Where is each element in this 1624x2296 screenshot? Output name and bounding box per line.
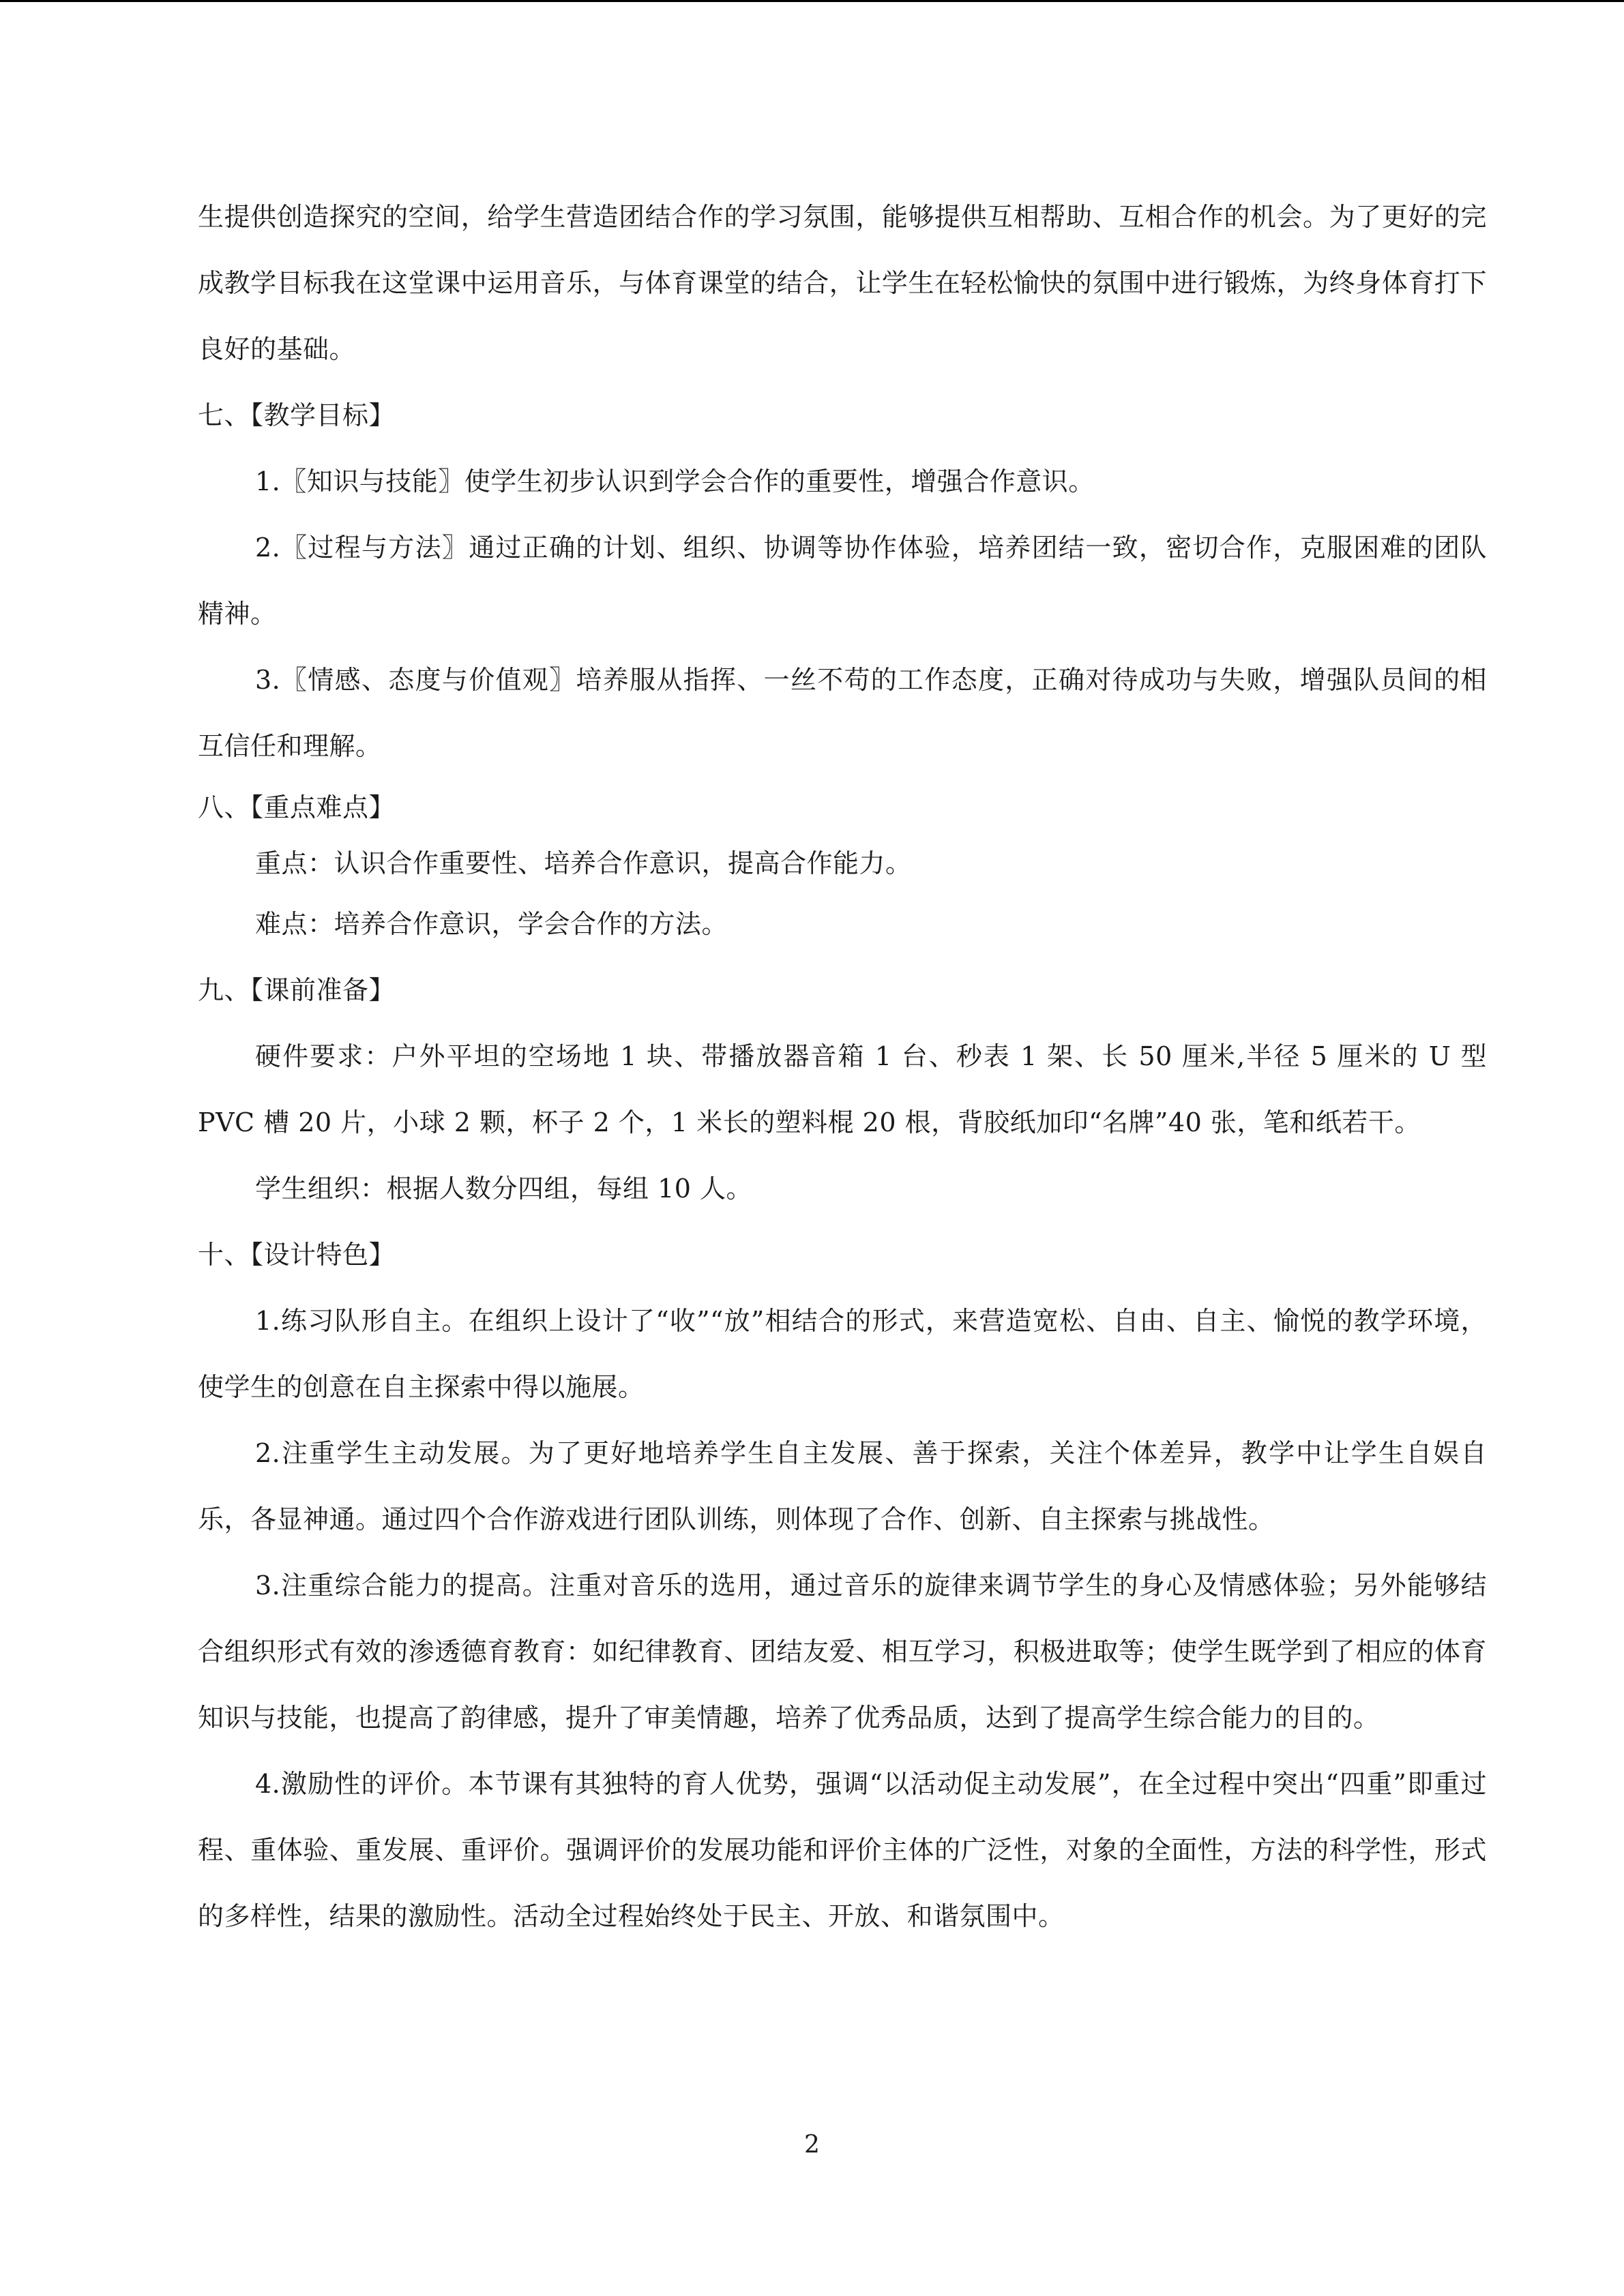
section-8-difficulty: 难点：培养合作意识，学会合作的方法。 [255, 909, 728, 939]
section-7-item-3: 3.〖情感、态度与价值观〗培养服从指挥、一丝不苟的工作态度，正确对待成功与失败，增强队员间的相互信任和理解。 [198, 665, 1487, 761]
section-7-item-1: 1.〖知识与技能〗使学生初步认识到学会合作的重要性，增强合作意识。 [255, 466, 1095, 496]
top-border-line [0, 0, 1624, 2]
section-8-key-points: 重点：认识合作重要性、培养合作意识，提高合作能力。 [255, 848, 912, 878]
section-10-item-2: 2.注重学生主动发展。为了更好地培养学生自主发展、善于探索，关注个体差异，教学中让学生自娱自乐，各显神通。通过四个合作游戏进行团队训练，则体现了合作、创新、自主探索与挑战性。 [198, 1438, 1487, 1534]
page-number: 2 [804, 2131, 820, 2159]
section-7-heading: 七、【教学目标】 [198, 400, 396, 430]
section-10-item-1: 1.练习队形自主。在组织上设计了“收”“放”相结合的形式，来营造宽松、自由、自主、愉悦的教学环境，使学生的创意在自主探索中得以施展。 [198, 1306, 1487, 1402]
document-body [198, 184, 1487, 1950]
section-9-heading: 九、【课前准备】 [198, 975, 396, 1005]
section-10-item-4: 4.激励性的评价。本节课有其独特的育人优势，强调“以活动促主动发展”，在全过程中突出“四重”即重过程、重体验、重发展、重评价。强调评价的发展功能和评价主体的广泛性，对象的全面性，方法的科学性，形式的多样性，结果的激励性。活动全过程始终处于民主、开放、和谐氛围中。 [198, 1769, 1487, 1931]
section-8-heading: 八、【重点难点】 [198, 792, 396, 822]
section-10-item-3: 3.注重综合能力的提高。注重对音乐的选用，通过音乐的旋律来调节学生的身心及情感体验；另外能够结合组织形式有效的渗透德育教育：如纪律教育、团结友爱、相互学习，积极进取等；使学生既学到了相应的体育知识与技能，也提高了韵律感，提升了审美情趣，培养了优秀品质，达到了提高学生综合能力的目的。 [198, 1570, 1487, 1733]
section-9-students: 学生组织：根据人数分四组，每组 10 人。 [255, 1174, 753, 1204]
section-7-item-2: 2.〖过程与方法〗通过正确的计划、组织、协调等协作体验，培养团结一致，密切合作，克服困难的团队精神。 [198, 533, 1487, 629]
intro-paragraph: 生提供创造探究的空间，给学生营造团结合作的学习氛围，能够提供互相帮助、互相合作的机会。为了更好的完成教学目标我在这堂课中运用音乐，与体育课堂的结合，让学生在轻松愉快的氛围中进行锻炼，为终身体育打下良好的基础。 [198, 202, 1487, 364]
section-10-heading: 十、【设计特色】 [198, 1240, 396, 1270]
section-9-hardware: 硬件要求：户外平坦的空场地 1 块、带播放器音箱 1 台、秒表 1 架、长 50 厘米,半径 5 厘米的 U 型 PVC 槽 20 片，小球 2 颗，杯子 2 个，1 米长的塑料棍 20 根，背胶纸加印“名牌”40 张，笔和纸若干。 [198, 1041, 1487, 1137]
